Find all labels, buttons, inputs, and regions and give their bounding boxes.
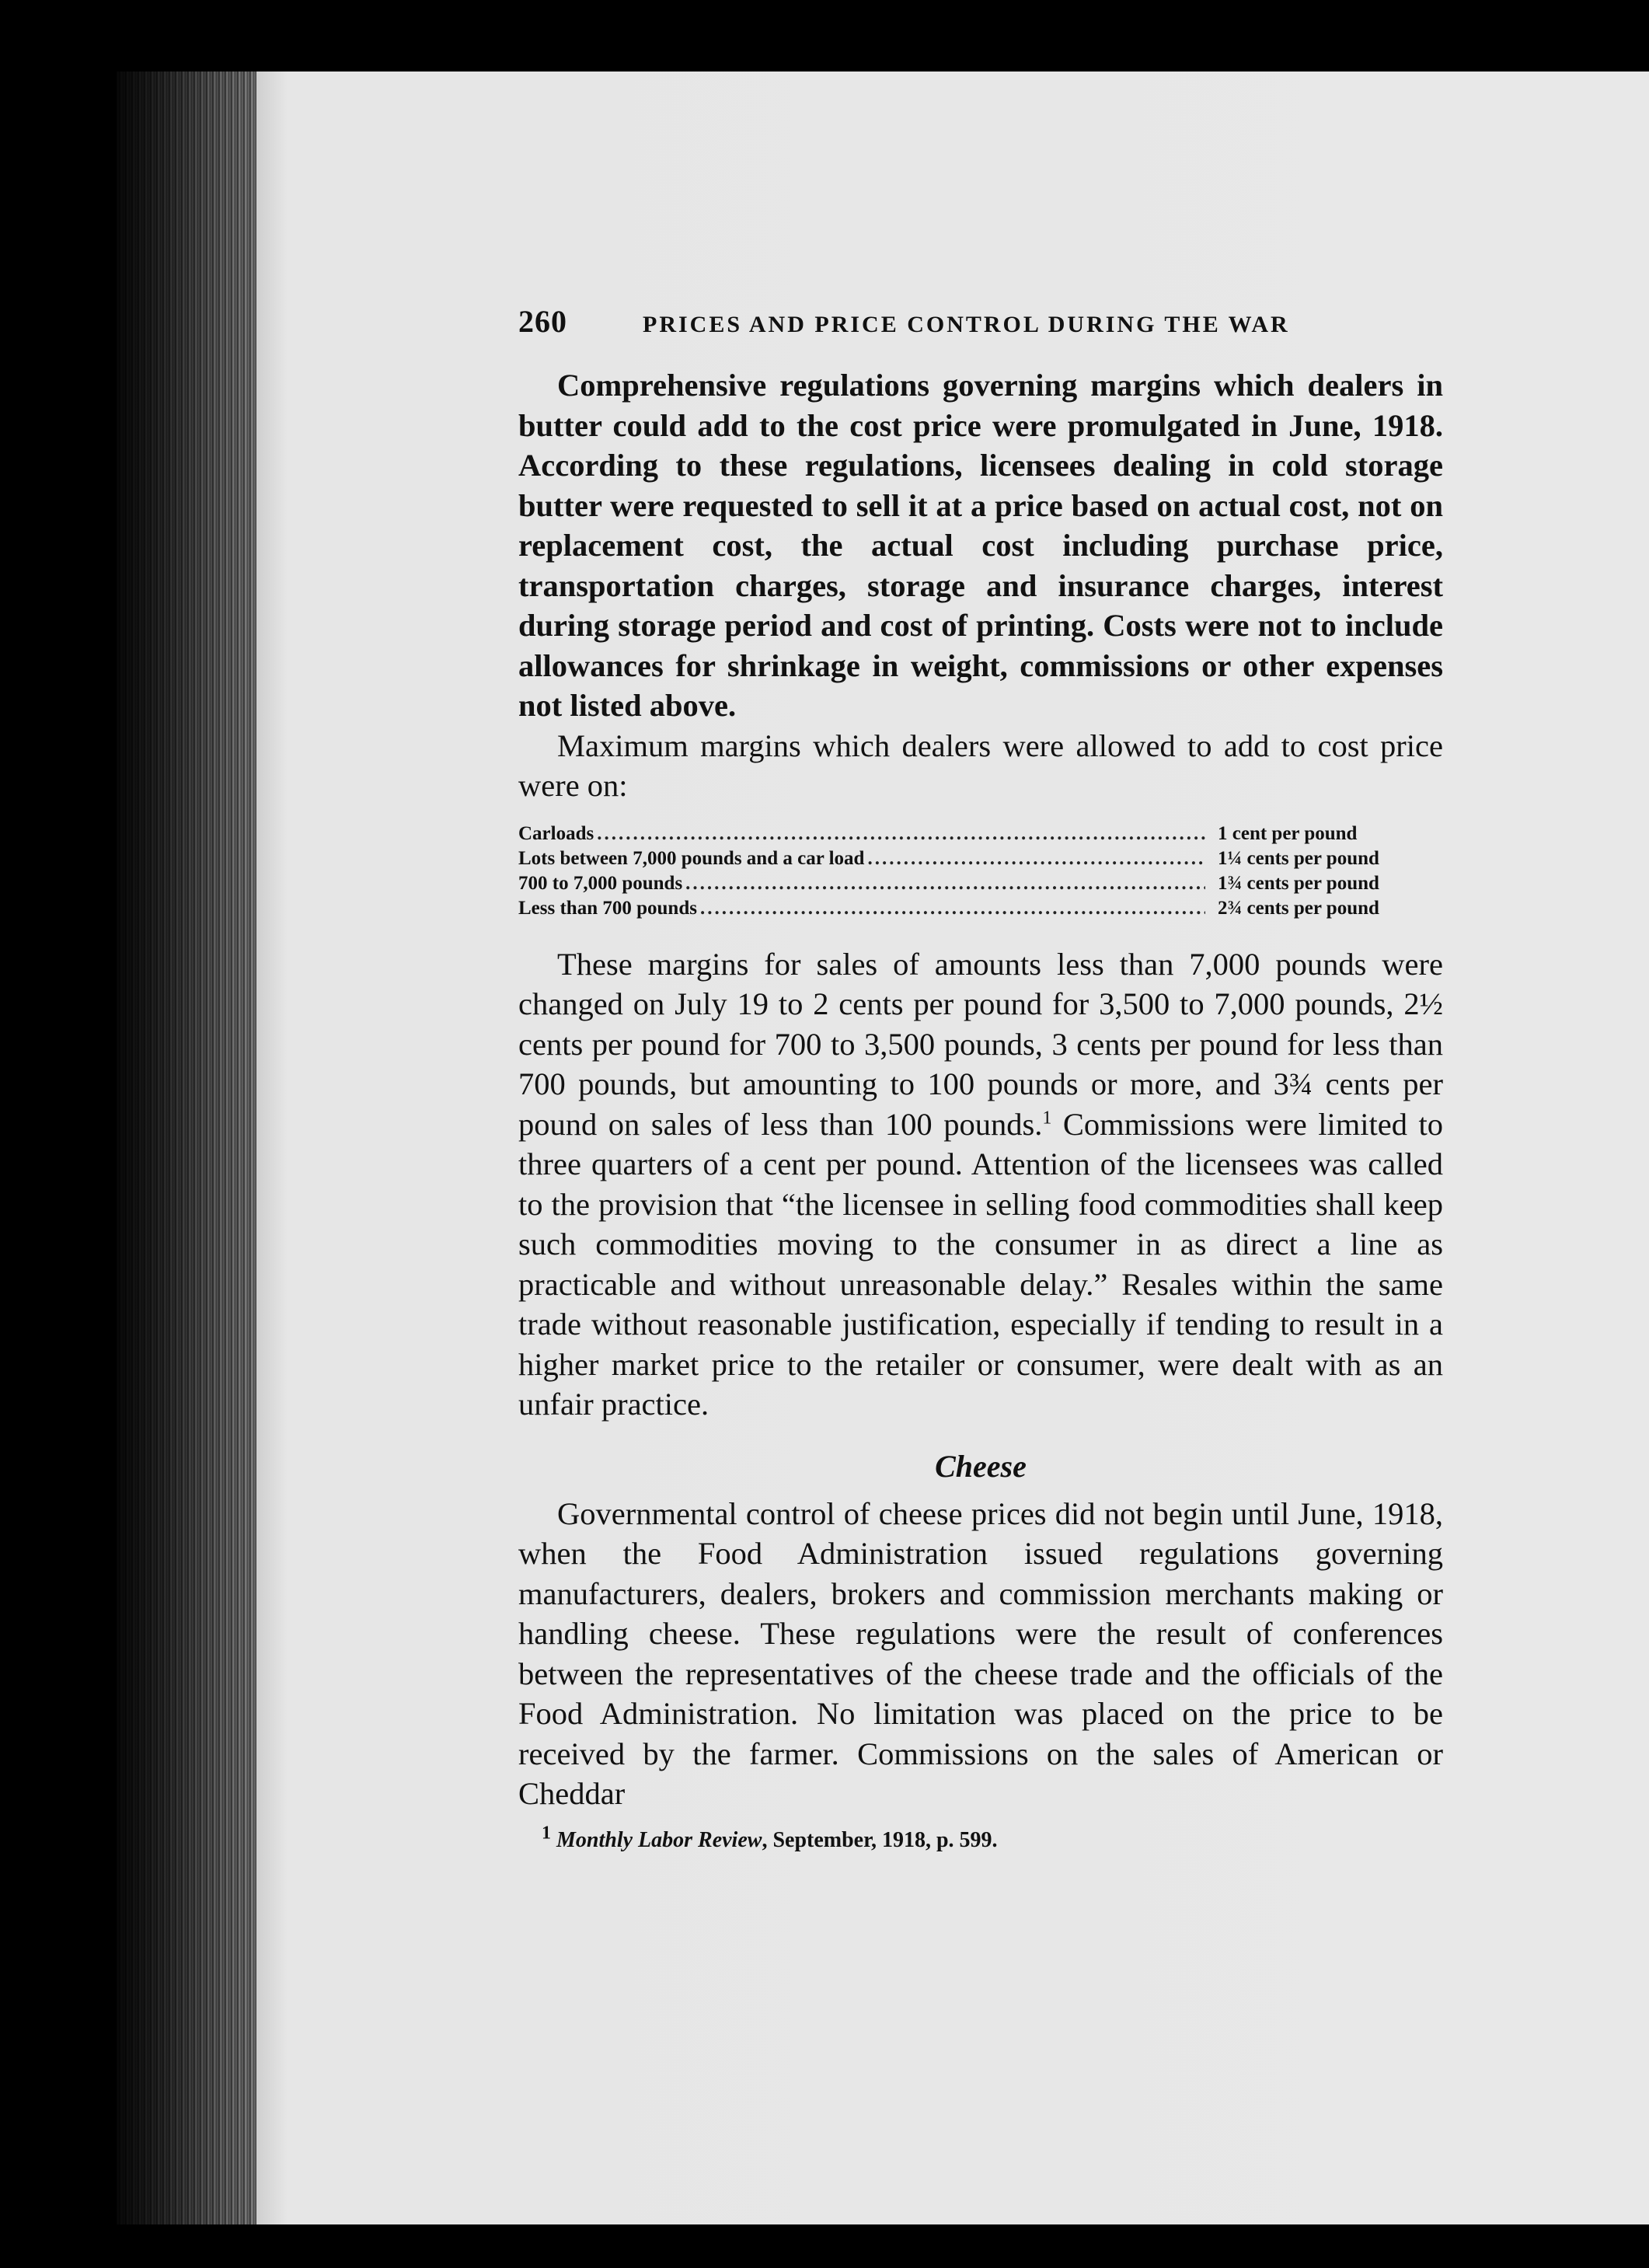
margin-value: 2¾ cents per pound [1218,897,1379,919]
paragraph-maximum-margins-intro: Maximum margins which dealers were allowed to add to cost price were on: [518,728,1443,803]
dot-leader [700,896,1205,921]
dot-leader [867,846,1205,871]
dot-leader [597,822,1205,846]
running-head [518,303,1443,350]
margin-value: 1 cent per pound [1218,822,1358,844]
paragraph-cheese-control: Governmental control of cheese prices did not begin until June, 1918, when the Food Administration issued regulations governing manufacturers, dealers, brokers and commission merchants making or handling cheese. These regulations were the result of conferences between the representatives of the cheese trade and the officials of the Food Administration. No limitation was placed on the price to be received by the farmer. Commissions on the sales of American or Cheddar [518,1495,1443,1811]
paragraph-text: These margins for sales of amounts less than 7,000 pounds were changed on July 19 to 2 cents per pound for 3,500 to 7,000 pounds, 2½ cents per pound for 700 to 3,500 pounds, 3 cents per pound for less than 700 pounds, but amounting to 100 pounds or more, and 3¾ cents per pound on sales of less than 100 pounds. [518,946,1443,1142]
margin-label: 700 to 7,000 pounds [518,872,683,894]
footnote-citation: , September, 1918, p. 599. [762,1827,998,1852]
margin-label: Less than 700 pounds [518,897,697,919]
margin-label: Lots between 7,000 pounds and a car load [518,847,865,869]
footnote-marker: 1 [542,1823,551,1844]
paragraph-margin-changes [518,944,1443,1425]
dot-leader [685,871,1205,896]
paragraph-text: Commissions were limited to three quarters of a cent per pound. Attention of the licensees was called to the provision that “the licensee in selling food commodities shall keep such commodities moving to the consumer in as direct a line as practicable and without unreasonable delay.” Resales within the same trade without reasonable justification, especially if tending to result in a higher market price to the retailer or consumer, were dealt with as an unfair practice. [518,1106,1443,1422]
margin-value: 1¾ cents per pound [1218,872,1379,894]
margin-value: 1¼ cents per pound [1218,847,1379,869]
margins-table [518,822,1443,921]
paragraph-butter-regulations: Comprehensive regulations governing margins which dealers in butter could add to the cost price were promulgated in June, 1918. According to these regulations, licensees dealing in cold storage butter were requested to sell it at a price based on actual cost, not on replacement cost, the actual cost including purchase price, transportation charges, storage and insurance charges, interest during storage period and cost of printing. Costs were not to include allowances for shrinkage in weight, commissions or other expenses not listed above. [518,368,1443,723]
book-page-edges [117,72,272,2224]
margin-label: Carloads [518,822,594,844]
footnote [518,1823,1443,1853]
table-row [518,896,1443,921]
footnote-source: Monthly Labor Review [556,1827,762,1852]
page-number: 260 [518,304,567,339]
table-row [518,871,1443,896]
footnote-reference: 1 [1042,1108,1052,1128]
section-heading-cheese: Cheese [935,1448,1027,1484]
page-content [518,303,1443,1853]
table-row [518,846,1443,871]
table-row [518,822,1443,846]
running-title: PRICES AND PRICE CONTROL DURING THE WAR [643,312,1290,337]
